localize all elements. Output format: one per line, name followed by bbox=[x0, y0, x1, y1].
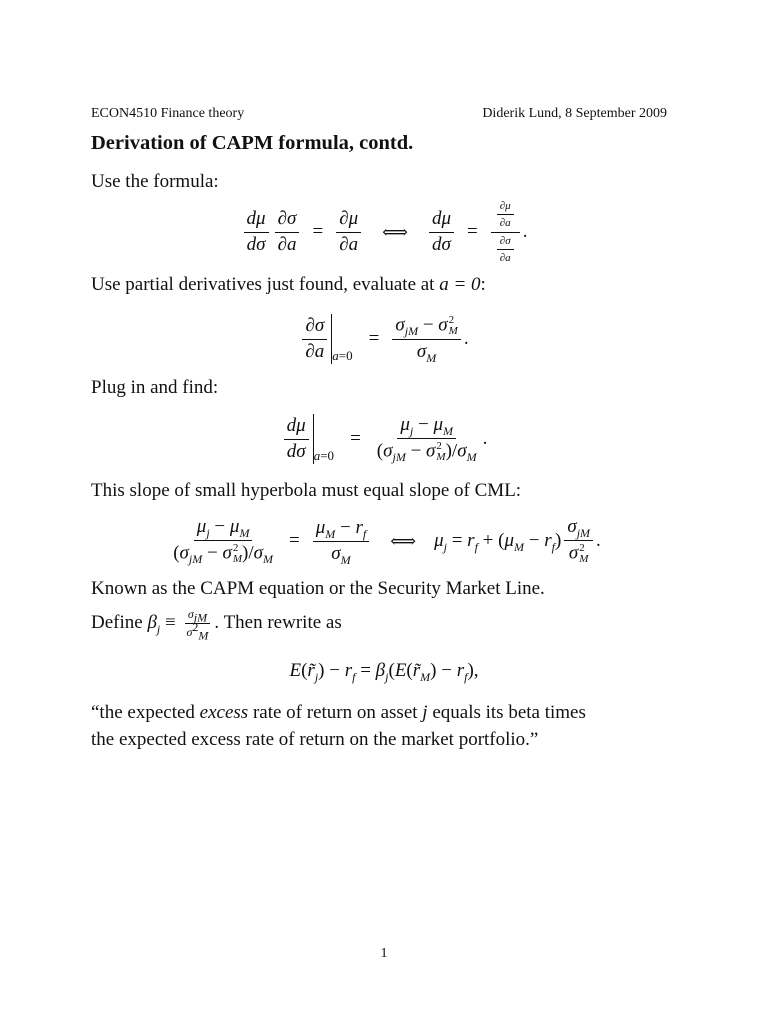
paragraph-define-beta: Define $\beta_j$ ≡ $\frac{\sigma_{jM}}{\sigma^2_M}$ . Then rewrite as bbox=[91, 607, 342, 643]
header-author-date: Diderik Lund, 8 September 2009 bbox=[482, 106, 667, 121]
paragraph-slope-cml: This slope of small hyperbola must equal slope of CML: bbox=[91, 480, 522, 501]
page-number: 1 bbox=[380, 946, 388, 961]
header-course: ECON4510 Finance theory bbox=[91, 106, 245, 121]
equation-chain-rule: $\frac{d\mu}{d\sigma}$ $\frac{\partial\sigma}{\partial a}$ = $\frac{\partial\mu}{\partial a}$ ⟺ $\frac{d\mu}{d\sigma}$ = $\frac{\frac{\partial\mu}{\partial a}}{\frac{\partial\sigma}{\partial a}}$ . bbox=[0, 200, 768, 264]
paragraph-capm-sml: Known as the CAPM equation or the Security Market Line. bbox=[91, 578, 545, 599]
equation-dmu-dsigma: $\frac{d\mu}{d\sigma}$ a=0 = $\mu_j - \mu_M$ ($\sigma_{jM} - \sigma$ 2 M )$/\sigma_M$ . bbox=[0, 408, 768, 470]
paragraph-partial-derivatives: Use partial derivatives just found, evaluate at a = 0: bbox=[91, 274, 486, 295]
page-title: Derivation of CAPM formula, contd. bbox=[91, 132, 414, 154]
paragraph-use-formula: Use the formula: bbox=[91, 171, 219, 192]
equation-beta-form: $E(r̃_j) - r_f$ = $\beta_j(E(r̃_M) - r_f)$, bbox=[289, 660, 479, 684]
paragraph-plug-in: Plug in and find: bbox=[91, 377, 219, 398]
paragraph-interpretation: “the expected excess rate of return on asset j equals its beta times the expected excess rate of return on the market portfolio.” bbox=[91, 702, 586, 750]
equation-capm: $\mu_j - \mu_M$ ($\sigma_{jM} - \sigma$ 2 M )$/\sigma_M$ = $\frac{\mu_M - r_f}{\sigma_M}$ ⟺ $\mu_j = r_f + (\mu_M - r_f)$ $\sigma_{jM}$ σ 2 M . bbox=[173, 516, 601, 567]
inline-math-a-zero: a = 0 bbox=[439, 274, 481, 295]
equation-dsigma-da: $\frac{\partial\sigma}{\partial a}$ a=0 = $\sigma_{jM} - \sigma$ 2 M $\sigma_M$ . bbox=[0, 308, 768, 370]
